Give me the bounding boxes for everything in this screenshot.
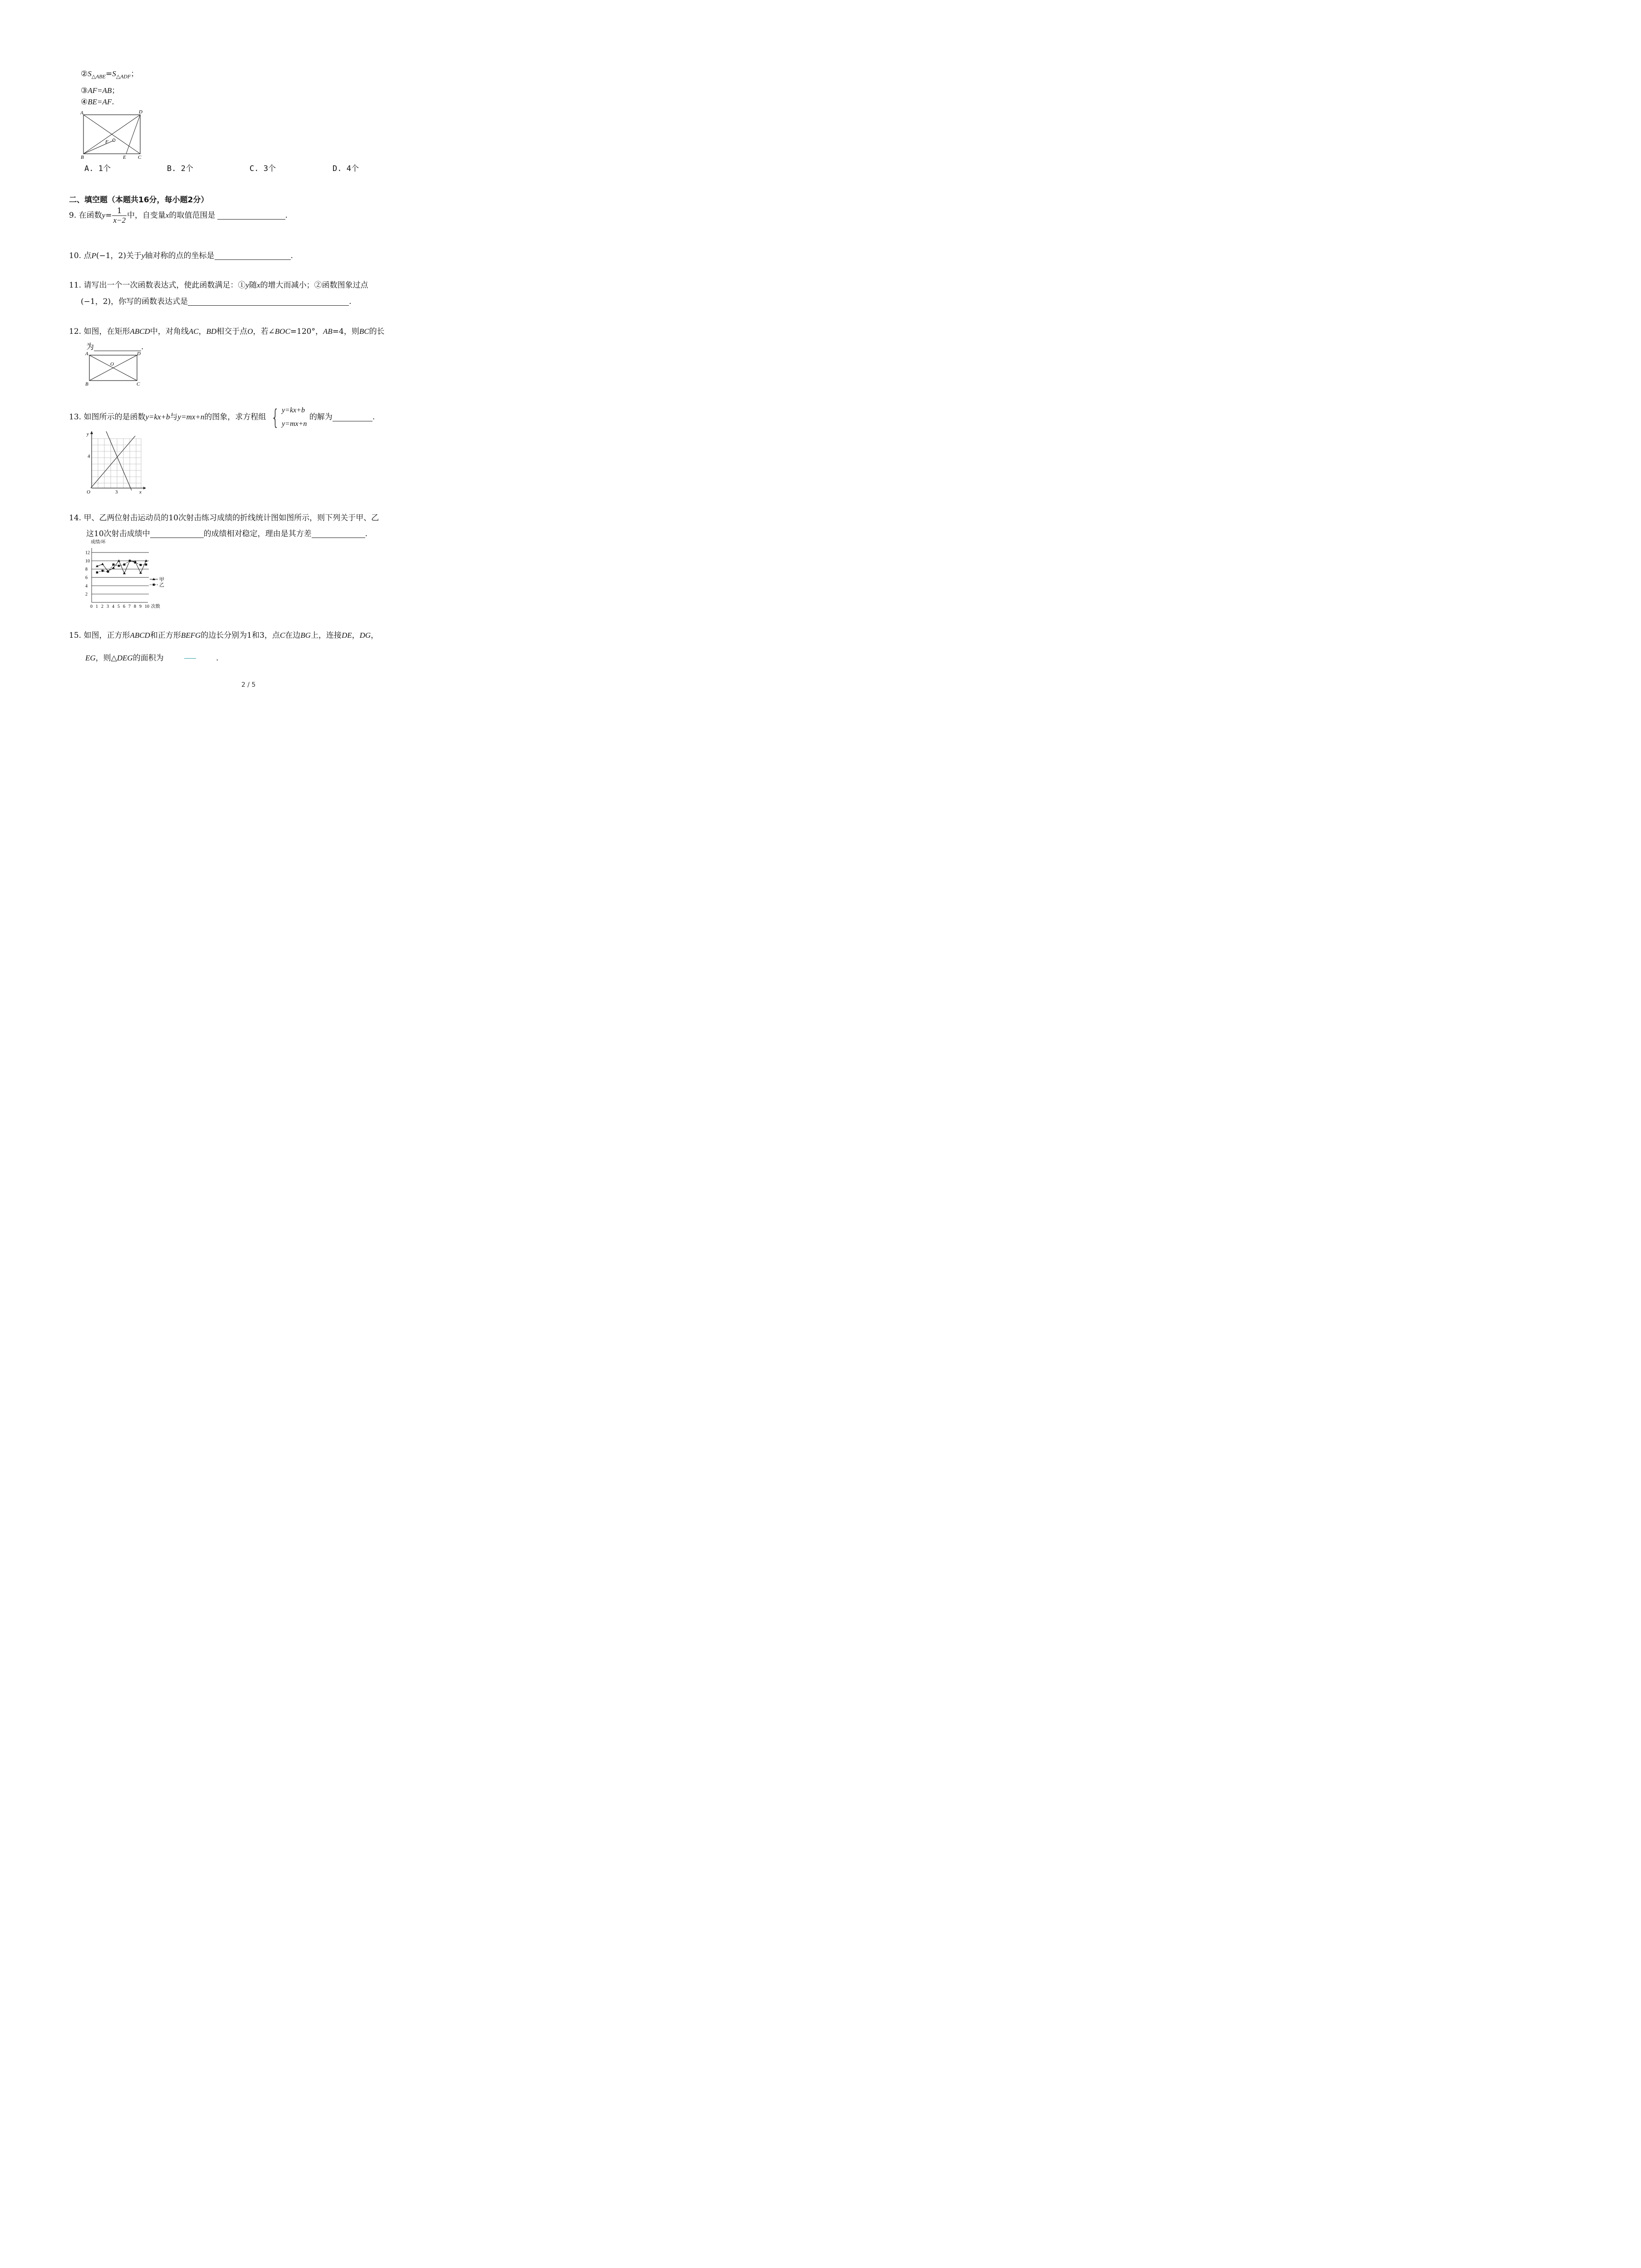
chart-xtick-2: 2: [101, 604, 103, 609]
label-b: B: [85, 381, 88, 387]
chart-point-s1-10: [145, 563, 147, 566]
label-o: O: [110, 362, 114, 367]
chart-point-s1-2: [102, 570, 104, 572]
chart-point-s0-6: [123, 572, 126, 574]
q13-function-graph: [84, 429, 148, 494]
q10: 10. 点P(−1，2)关于y轴对称的点的坐标是 .: [69, 251, 293, 260]
x-axis-label: x: [139, 489, 142, 494]
q15-line-2: EG，则△DEG的面积为 .: [85, 654, 219, 663]
q14-line-2: 这10次射击成绩中 的成绩相对稳定，理由是其方差 .: [86, 529, 368, 538]
label-f: F: [105, 139, 108, 145]
q14-score-line-chart: [84, 539, 175, 611]
label-b: B: [81, 155, 84, 160]
tick-label-4: 4: [88, 454, 90, 459]
chart-xtick-4: 4: [112, 604, 114, 609]
chart-y-label: 成绩/环: [91, 540, 106, 545]
segment-bf: [83, 141, 113, 154]
q11-answer-blank[interactable]: [188, 297, 349, 306]
q9-fraction: $\frac{1}{x-2}$: [113, 206, 126, 225]
q12-line-2: 为 .: [86, 342, 144, 352]
chart-point-s1-4: [113, 563, 115, 566]
chart-point-s1-7: [129, 560, 131, 562]
chart-ytick-4: 4: [85, 583, 88, 589]
chart-legend-label-0: 甲: [159, 577, 164, 582]
chart-xtick-6: 6: [123, 604, 125, 609]
q11-line-2: (−1，2)，你写的函数表达式是 .: [81, 297, 352, 306]
chart-point-s1-5: [118, 565, 120, 567]
chart-legend-label-1: 乙: [159, 582, 164, 588]
label-d: D: [139, 109, 142, 115]
chart-point-s0-2: [101, 563, 104, 565]
q8-item-4: ④BE=AF.: [81, 98, 114, 107]
q13-equation-system: { y=kx+b y=mx+n: [271, 405, 307, 430]
chart-xtick-9: 9: [139, 604, 142, 609]
section-2-title: 二、填空题（本题共16分，每小题2分）: [69, 196, 209, 205]
q14-answer-blank-2[interactable]: [312, 529, 365, 538]
q8-option-c[interactable]: C. 3个: [250, 164, 276, 173]
right-angle-mark: [113, 139, 115, 142]
label-a: A: [80, 110, 83, 116]
chart-legend-marker-1: [153, 584, 155, 586]
label-c: C: [138, 155, 142, 160]
chart-xtick-3: 3: [107, 604, 109, 609]
page-number: 2 / 5: [241, 681, 256, 689]
chart-point-s1-9: [140, 564, 142, 566]
q8-rectangle-figure: [78, 109, 146, 161]
q9: 9. 在函数y= $\frac{1}{x-2}$ 中，自变量x的取值范围是 .: [69, 206, 288, 225]
q13: 13. 如图所示的是函数y=kx+b与y=mx+n的图象，求方程组 { y=kx+b y=mx+n 的解为 .: [69, 404, 375, 431]
chart-xtick-0: 0: [90, 604, 93, 609]
x-axis-arrow-icon: [143, 487, 146, 489]
segment-de: [126, 115, 140, 154]
chart-series-line-0: [97, 561, 146, 573]
label-d: D: [137, 351, 141, 357]
y-axis-arrow-icon: [90, 431, 93, 434]
chart-ytick-6: 6: [85, 575, 88, 581]
chart-point-s1-1: [96, 572, 98, 574]
q8-item-2: $②S_{\triangle ABE}=S_{\triangle ADF}$；: [81, 69, 139, 80]
q13-answer-blank[interactable]: [333, 413, 372, 421]
chart-point-s0-5: [118, 559, 120, 562]
label-c: C: [137, 381, 140, 387]
chart-xtick-1: 1: [96, 604, 98, 609]
chart-xtick-8: 8: [134, 604, 136, 609]
q11-line-1: 11. 请写出一个一次函数表达式，使此函数满足：①y随x的增大而减小；②函数图象过点: [69, 281, 368, 290]
chart-xtick-7: 7: [128, 604, 131, 609]
chart-xtick-10: 10: [145, 604, 149, 609]
line-decreasing: [106, 431, 132, 490]
q15-line-1: 15. 如图，正方形ABCD和正方形BEFG的边长分别为1和3，点C在边BG上，连接DE，DG，: [69, 631, 379, 640]
chart-ytick-10: 10: [85, 558, 90, 564]
label-a: A: [85, 351, 88, 357]
q15-answer-blank[interactable]: [166, 654, 216, 662]
chart-ytick-2: 2: [85, 592, 88, 597]
line-increasing: [91, 436, 135, 488]
chart-x-label: 次数: [151, 604, 160, 609]
graph-grid: [92, 439, 141, 488]
q12-line-1: 12. 如图，在矩形ABCD中，对角线AC，BD相交于点O，若∠BOC=120°，AB=4，则BC的长: [69, 327, 385, 336]
q12-rectangle-figure: [83, 350, 145, 387]
q8-option-d[interactable]: D. 4个: [333, 164, 359, 173]
chart-point-s0-10: [145, 559, 147, 562]
chart-ytick-8: 8: [85, 567, 88, 572]
chart-point-s1-8: [134, 562, 137, 564]
origin-label: O: [87, 489, 90, 494]
chart-point-s1-6: [123, 563, 126, 566]
tick-label-3: 3: [115, 489, 118, 494]
q9-answer-blank[interactable]: [217, 211, 285, 220]
chart-ytick-12: 12: [85, 550, 90, 556]
q8-item-3: ③AF=AB；: [81, 86, 120, 95]
label-e: E: [123, 155, 126, 160]
chart-point-s0-9: [139, 572, 142, 574]
chart-xtick-5: 5: [118, 604, 120, 609]
y-axis-label: y: [87, 431, 89, 437]
q8-option-a[interactable]: A. 1个: [84, 164, 111, 173]
q14-answer-blank-1[interactable]: [150, 529, 204, 538]
q8-option-b[interactable]: B. 2个: [167, 164, 193, 173]
chart-point-s1-3: [107, 571, 109, 573]
q14-line-1: 14. 甲、乙两位射击运动员的10次射击练习成绩的折线统计图如图所示，则下列关于甲、乙: [69, 513, 379, 523]
q10-answer-blank[interactable]: [215, 251, 291, 260]
